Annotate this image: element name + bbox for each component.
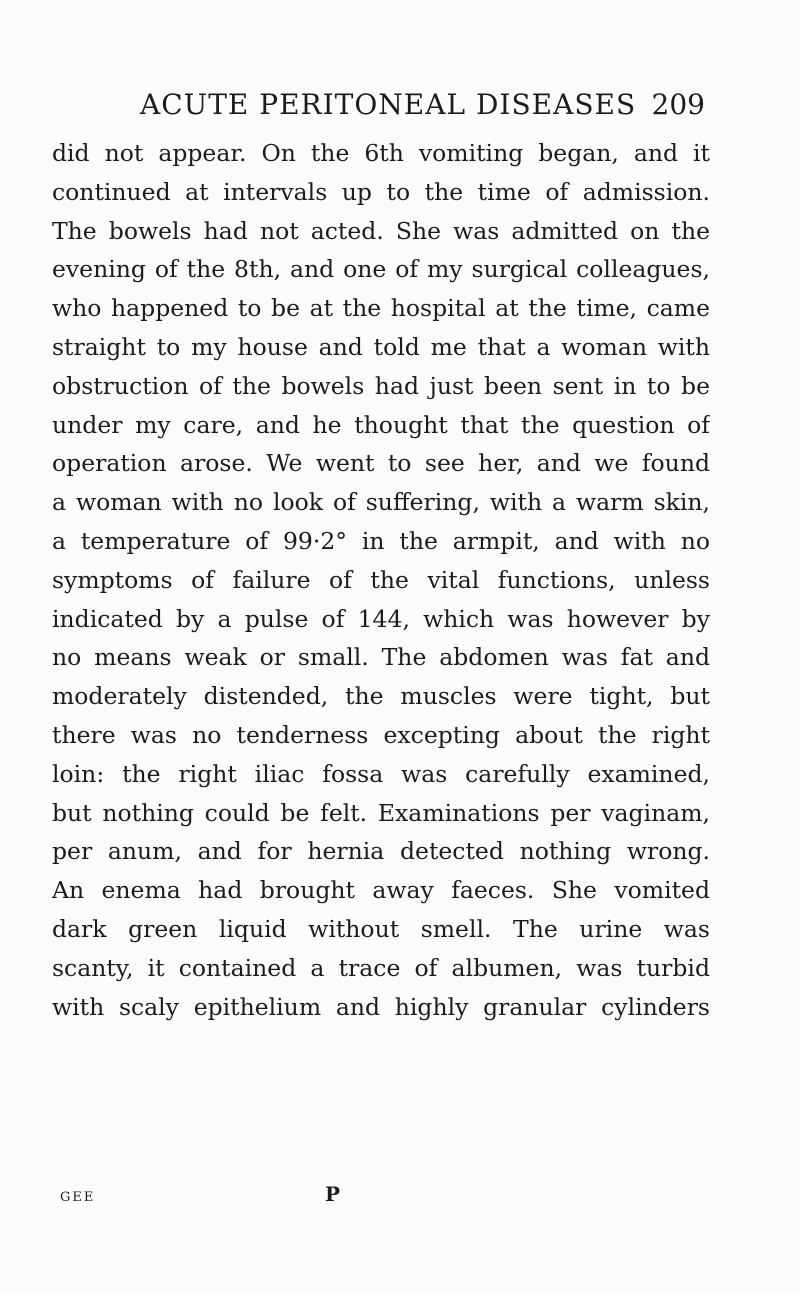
text-line: no means weak or small. The abdomen was fat and — [52, 643, 710, 672]
text-line: did not appear. On the 6th vomiting began, and it — [52, 139, 710, 167]
text-line: evening of the 8th, and one of my surgical colleagues, — [52, 255, 710, 284]
text-line: continued at intervals up to the time of admission. — [52, 177, 710, 206]
text-line: operation arose. We went to see her, and we found — [52, 449, 710, 478]
text-line: but nothing could be felt. Examinations per vaginam, — [52, 798, 710, 827]
text-line: indicated by a pulse of 144, which was however by — [52, 604, 710, 633]
text-line: with scaly epithelium and highly granular cylinders — [52, 992, 710, 1021]
text-line: there was no tenderness excepting about the right — [52, 720, 710, 749]
text-line: symptoms of failure of the vital functions, unless — [52, 565, 710, 594]
text-line: dark green liquid without smell. The urine was — [52, 914, 710, 943]
signature-letter: P — [325, 1182, 341, 1206]
text-line: under my care, and he thought that the question of — [52, 410, 710, 439]
text-line: per anum, and for hernia detected nothing wrong. — [52, 837, 710, 866]
text-line: straight to my house and told me that a woman with — [52, 332, 710, 361]
text-line: scanty, it contained a trace of albumen, was turbid — [52, 953, 710, 982]
text-line: a woman with no look of suffering, with a warm skin, — [52, 488, 710, 517]
text-line: The bowels had not acted. She was admitted on the — [52, 216, 710, 245]
text-line: who happened to be at the hospital at the time, came — [52, 294, 710, 323]
text-line: moderately distended, the muscles were tight, but — [52, 682, 710, 711]
signature-mark: GEE — [60, 1190, 96, 1205]
page-number: 209 — [651, 88, 705, 121]
body-text — [52, 134, 710, 1026]
page-header — [0, 80, 800, 130]
text-line: An enema had brought away faeces. She vomited — [52, 876, 710, 905]
text-line: loin: the right iliac fossa was carefully examined, — [52, 759, 710, 788]
text-line: obstruction of the bowels had just been sent in to be — [52, 371, 710, 400]
page-footer — [0, 1180, 800, 1220]
text-line: a temperature of 99·2° in the armpit, and with no — [52, 526, 710, 555]
running-title: ACUTE PERITONEAL DISEASES — [140, 88, 637, 121]
